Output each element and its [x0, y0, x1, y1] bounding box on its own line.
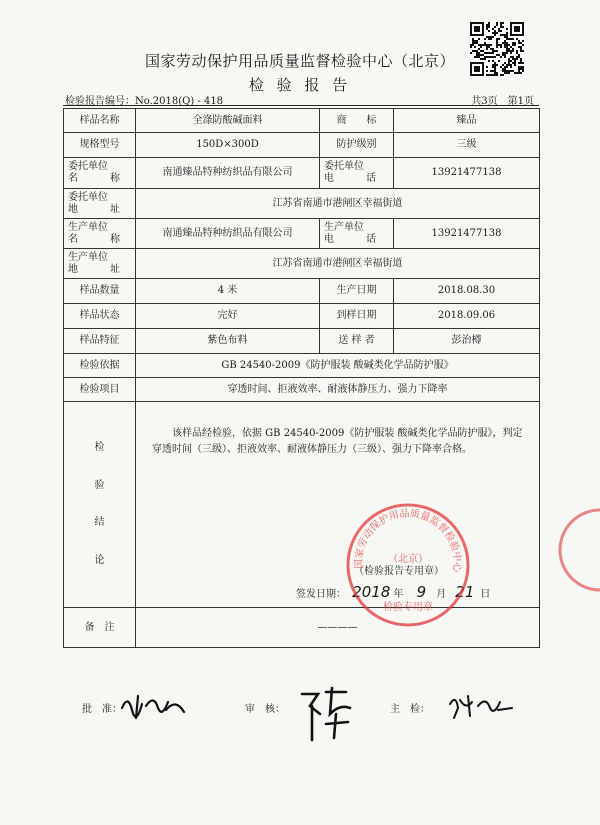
label-client-name: 委托单位 名 称: [64, 158, 136, 189]
value-sample-feature: 紫色布料: [136, 329, 320, 354]
reviewer-signature-icon: [296, 684, 356, 744]
table-row: [64, 158, 540, 189]
label-sample-feature: 样品特征: [64, 329, 136, 354]
label-maker-phone: 生产单位 电 话: [320, 219, 394, 249]
label-conclusion: 检 验 结 论: [64, 402, 136, 608]
seal-ring-text: 国家劳动保护用品质量监督检验中心: [353, 508, 463, 573]
table-row: [64, 133, 540, 158]
approver-signature-icon: [118, 688, 190, 724]
value-sample-name: 全涤防酸碱面料: [136, 109, 320, 133]
conclusion-text: 该样品经检验，依据 GB 24540-2009《防护服装 酸碱类化学品防护服》，判定穿透时间（三级）、拒液效率、耐液体静压力（三级）、强力下降率合格。: [152, 428, 523, 455]
label-protection-level: 防护级别: [320, 133, 394, 158]
label-sample-name: 样品名称: [64, 109, 136, 133]
table-row: [64, 329, 540, 354]
label-client-address: 委托单位 地 址: [64, 189, 136, 219]
label-quantity: 样品数量: [64, 279, 136, 304]
table-row: [64, 189, 540, 219]
label-model: 规格型号: [64, 133, 136, 158]
value-arrival-date: 2018.09.06: [394, 304, 540, 329]
review-label: 审 核：: [245, 704, 285, 715]
value-trademark: 臻品: [394, 109, 540, 133]
value-client-phone: 13921477138: [394, 158, 540, 189]
value-maker-name: 南通臻品特种纺织品有限公司: [136, 219, 320, 249]
label-sender: 送 样 者: [320, 329, 394, 354]
label-remarks: 备 注: [64, 608, 136, 648]
page-count: 共3页 第1页: [471, 96, 534, 107]
edge-seal-icon: [555, 490, 600, 610]
value-model: 150D×300D: [136, 133, 320, 158]
table-row: [64, 304, 540, 329]
label-sample-state: 样品状态: [64, 304, 136, 329]
center-title: 国家劳动保护用品质量监督检验中心（北京）: [144, 52, 455, 70]
check-label: 主 检：: [390, 704, 430, 715]
label-trademark: 商 标: [320, 109, 394, 133]
value-test-items: 穿透时间、拒液效率、耐液体静压力、强力下降率: [136, 378, 540, 402]
value-remarks: ————: [136, 608, 540, 648]
value-sender: 彭治樽: [394, 329, 540, 354]
value-production-date: 2018.08.30: [394, 279, 540, 304]
value-client-address: 江苏省南通市港闸区幸福街道: [136, 189, 540, 219]
table-row: [64, 378, 540, 402]
table-row: [64, 354, 540, 378]
inspector-signature-icon: [446, 690, 518, 722]
table-row: [64, 219, 540, 249]
issue-date: 签发日期： 2018 年 9 月 21 日: [296, 583, 491, 601]
value-maker-phone: 13921477138: [394, 219, 540, 249]
conclusion-cell: [136, 402, 540, 608]
value-basis: GB 24540-2009《防护服装 酸碱类化学品防护服》: [136, 354, 540, 378]
hw-month: 9: [416, 583, 427, 601]
table-row: [64, 279, 540, 304]
approve-label: 批 准：: [82, 704, 122, 715]
seal-bottom: 检验专用章: [383, 602, 433, 613]
label-arrival-date: 到样日期: [320, 304, 394, 329]
seal-sub: （北京）: [388, 554, 428, 565]
label-maker-name: 生产单位 名 称: [64, 219, 136, 249]
value-sample-state: 完好: [136, 304, 320, 329]
hw-day: 21: [455, 583, 475, 601]
label-client-phone: 委托单位 电 话: [320, 158, 394, 189]
label-maker-address: 生产单位 地 址: [64, 249, 136, 279]
report-title: 检 验 报 告: [248, 76, 352, 94]
inspection-seal-icon: [343, 500, 473, 630]
table-row: [64, 249, 540, 279]
value-maker-address: 江苏省南通市港闸区幸福街道: [136, 249, 540, 279]
table-row: [64, 109, 540, 133]
label-production-date: 生产日期: [320, 279, 394, 304]
label-basis: 检验依据: [64, 354, 136, 378]
value-quantity: 4 米: [136, 279, 320, 304]
label-test-items: 检验项目: [64, 378, 136, 402]
value-client-name: 南通臻品特种纺织品有限公司: [136, 158, 320, 189]
report-number: 检验报告编号：No.2018(Q) - 418: [65, 96, 224, 107]
value-protection-level: 三级: [394, 133, 540, 158]
stamp-note: （检验报告专用章）: [354, 566, 444, 577]
hw-year: 2018: [352, 583, 391, 601]
header-rule: [63, 105, 539, 106]
